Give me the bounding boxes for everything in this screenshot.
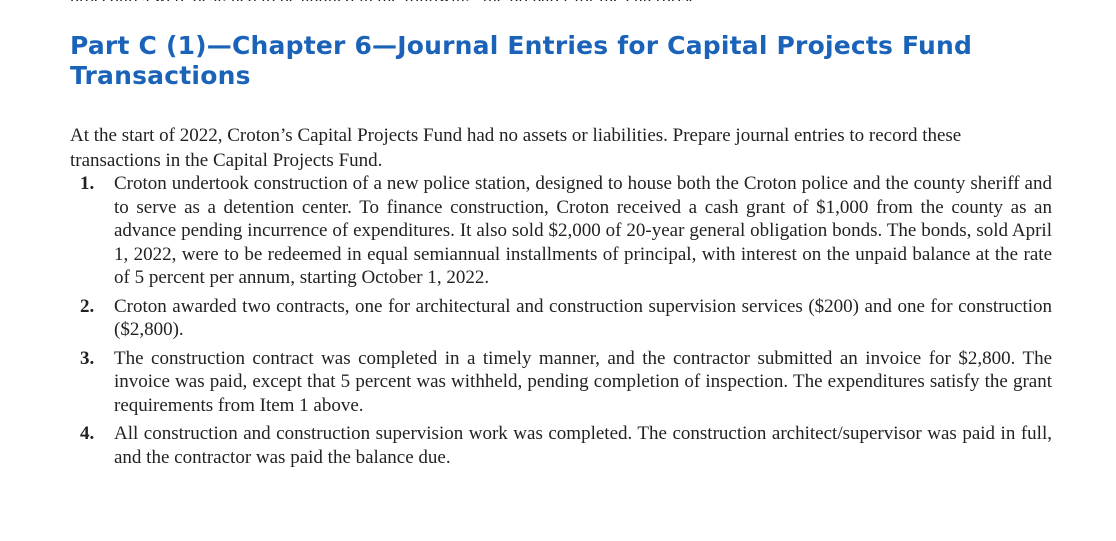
item-text: All construction and construction supervision work was completed. The construction architect/supervisor was paid in full, and the contractor was paid the balance due.: [114, 423, 1052, 468]
list-item: [80, 172, 1052, 290]
item-number: 1.: [80, 173, 95, 194]
intro-paragraph: At the start of 2022, Croton’s Capital Projects Fund had no assets or liabilities. Prepare journal entries to record these transactions in the Capital Projects Fund.: [70, 125, 962, 171]
list-item: [80, 295, 1052, 342]
transaction-list: [80, 172, 1052, 474]
item-text: The construction contract was completed in a timely manner, and the contractor submitted an invoice for $2,800. The invoice was paid, except that 5 percent was withheld, pending completion of inspection. The expenditures satisfy the grant requirements from Item 1 above.: [114, 347, 1052, 416]
section-title: Part C (1)—Chapter 6—Journal Entries for Capital Projects Fund Transactions: [70, 31, 973, 90]
list-item: [80, 422, 1052, 469]
item-text: Croton undertook construction of a new police station, designed to house both the Croton police and the county sheriff and to serve as a detention center. To finance construction, Croton received a cash grant of $1,000 from the county as an advance pending incurrence of expenditures. It also sold $2,000 of 20-year general obligation bonds. The bonds, sold April 1, 2022, were to be redeemed in equal semiannual installments of principal, with interest on the unpaid balance at the rate of 5 percent per annum, starting October 1, 2022.: [114, 173, 1052, 288]
list-item: [80, 347, 1052, 418]
item-text: Croton awarded two contracts, one for architectural and construction supervision services ($200) and one for construction ($2,800).: [114, 295, 1052, 340]
clipped-previous-line: [70, 0, 697, 1]
item-number: 3.: [80, 347, 95, 369]
item-number: 4.: [80, 423, 95, 444]
item-number: 2.: [80, 295, 95, 317]
